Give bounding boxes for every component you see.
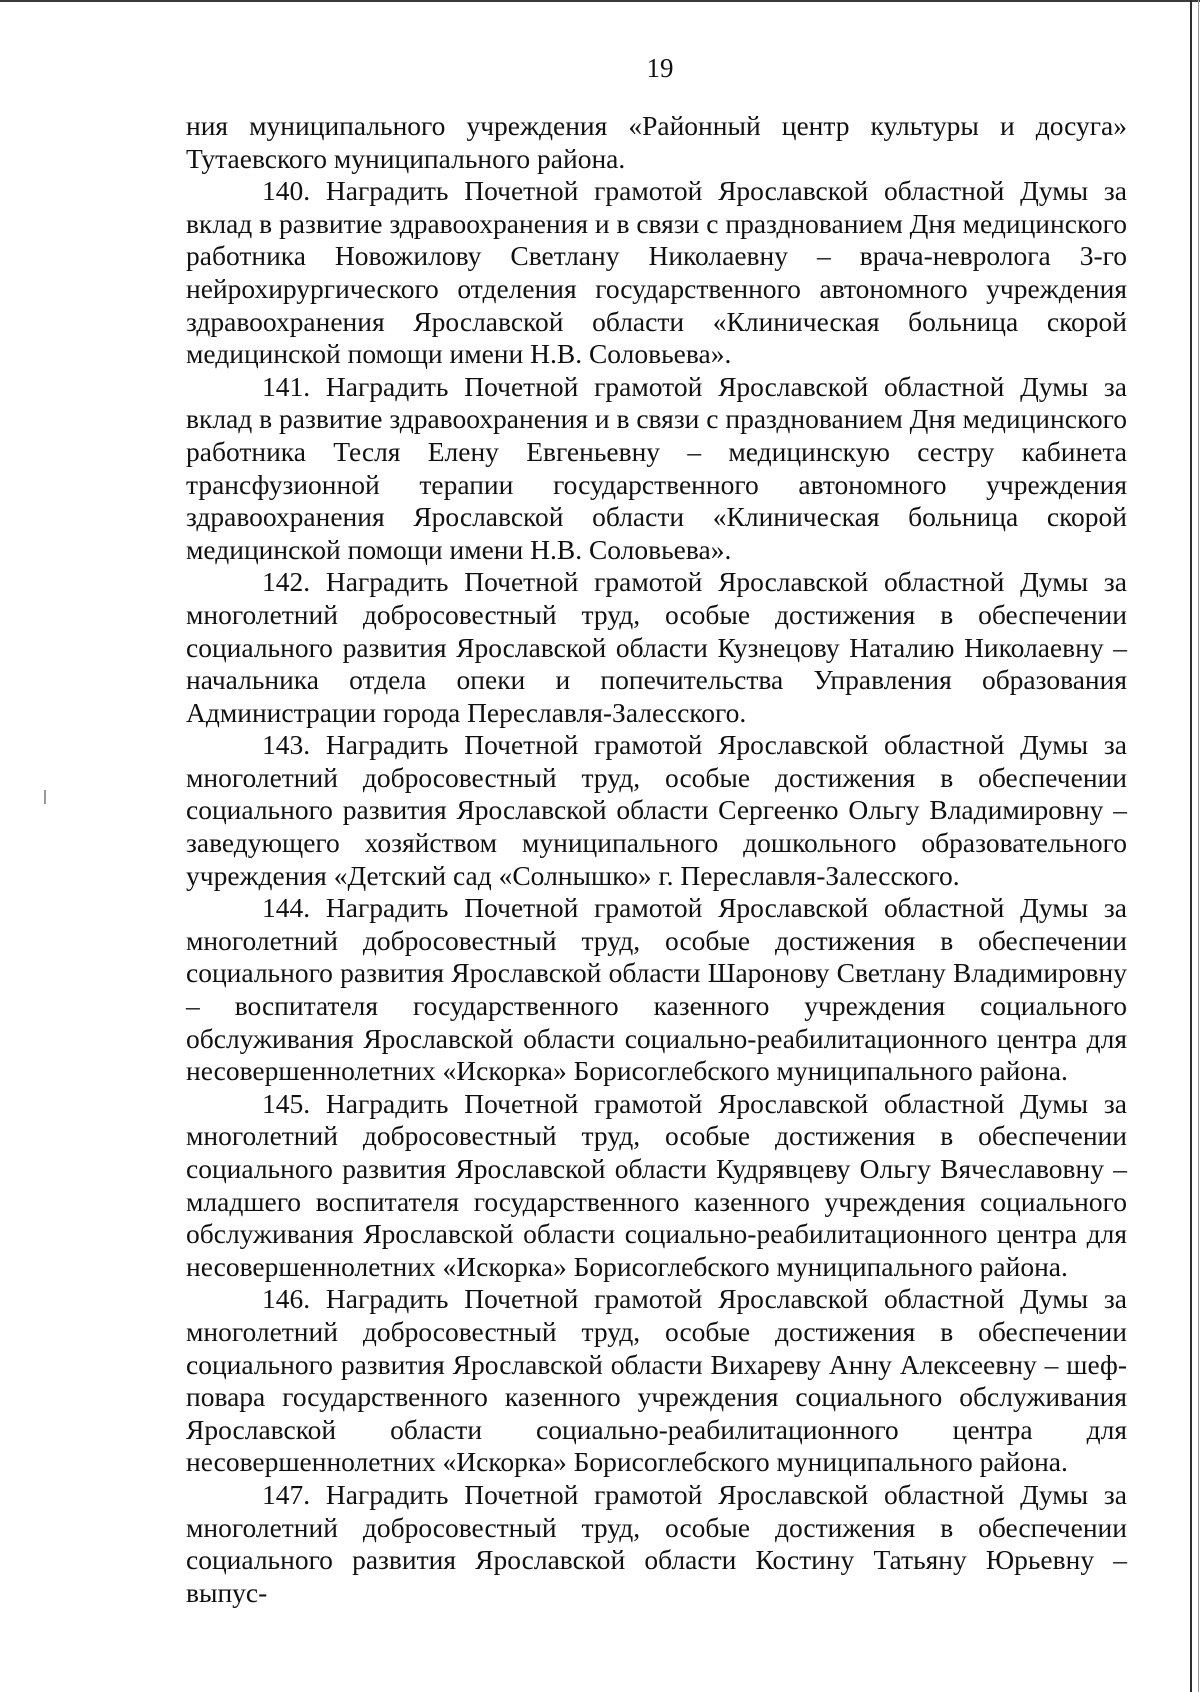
paragraph-145: 145. Наградить Почетной грамотой Ярославской областной Думы за многолетний добросовестный труд, особые достижения в обеспечении социального развития Ярославской области Кудрявцеву Ольгу Вячеславовну – младшего воспитателя государственного казенного учреждения социального обслуживания Ярославской области социально-реабилитационного центра для несовершеннолетних «Искорка» Борисоглебского муниципального района. (186, 1087, 1127, 1282)
scan-top-edge (0, 0, 1200, 2)
scan-right-edge-faint (1198, 0, 1199, 1692)
paragraph-141: 141. Наградить Почетной грамотой Ярославской областной Думы за вклад в развитие здравоохранения и в связи с празднованием Дня медицинского работника Тесля Елену Евгеньевну – медицинскую сестру кабинета трансфузионной терапии государственного автономного учреждения здравоохранения Ярославской области «Клиническая больница скорой медицинской помощи имени Н.В. Соловьева». (186, 370, 1127, 565)
paragraph-146: 146. Наградить Почетной грамотой Ярославской областной Думы за многолетний добросовестный труд, особые достижения в обеспечении социального развития Ярославской области Вихареву Анну Алексеевну – шеф-повара государственного казенного учреждения социального обслуживания Ярославской области социально-реабилитационного центра для несовершеннолетних «Искорка» Борисоглебского муниципального района. (186, 1283, 1127, 1478)
scan-speck (44, 790, 46, 804)
scan-right-edge (1190, 0, 1192, 1692)
paragraph-143: 143. Наградить Почетной грамотой Ярославской областной Думы за многолетний добросовестный труд, особые достижения в обеспечении социального развития Ярославской области Сергеенко Ольгу Владимировну – заведующего хозяйством муниципального дошкольного образовательного учреждения «Детский сад «Солнышко» г. Переславля-Залесского. (186, 729, 1127, 891)
paragraph-continuation: ния муниципального учреждения «Районный центр культуры и досуга» Тутаевского муниципального района. (186, 110, 1127, 174)
paragraph-142: 142. Наградить Почетной грамотой Ярославской областной Думы за многолетний добросовестный труд, особые достижения в обеспечении социального развития Ярославской области Кузнецову Наталию Николаевну – начальника отдела опеки и попечительства Управления образования Администрации города Переславля-Залесского. (186, 566, 1127, 728)
paragraph-140: 140. Наградить Почетной грамотой Ярославской областной Думы за вклад в развитие здравоохранения и в связи с празднованием Дня медицинского работника Новожилову Светлану Николаевну – врача-невролога 3-го нейрохирургического отделения государственного автономного учреждения здравоохранения Ярославской области «Клиническая больница скорой медицинской помощи имени Н.В. Соловьева». (186, 175, 1127, 370)
paragraph-144: 144. Наградить Почетной грамотой Ярославской областной Думы за многолетний добросовестный труд, особые достижения в обеспечении социального развития Ярославской области Шаронову Светлану Владимировну – воспитателя государственного казенного учреждения социального обслуживания Ярославской области социально-реабилитационного центра для несовершеннолетних «Искорка» Борисоглебского муниципального района. (186, 892, 1127, 1087)
page-number: 19 (646, 53, 674, 83)
document-body (186, 110, 1127, 1609)
paragraph-147: 147. Наградить Почетной грамотой Ярославской областной Думы за многолетний добросовестный труд, особые достижения в обеспечении социального развития Ярославской области Костину Татьяну Юрьевну – выпус- (186, 1478, 1127, 1608)
